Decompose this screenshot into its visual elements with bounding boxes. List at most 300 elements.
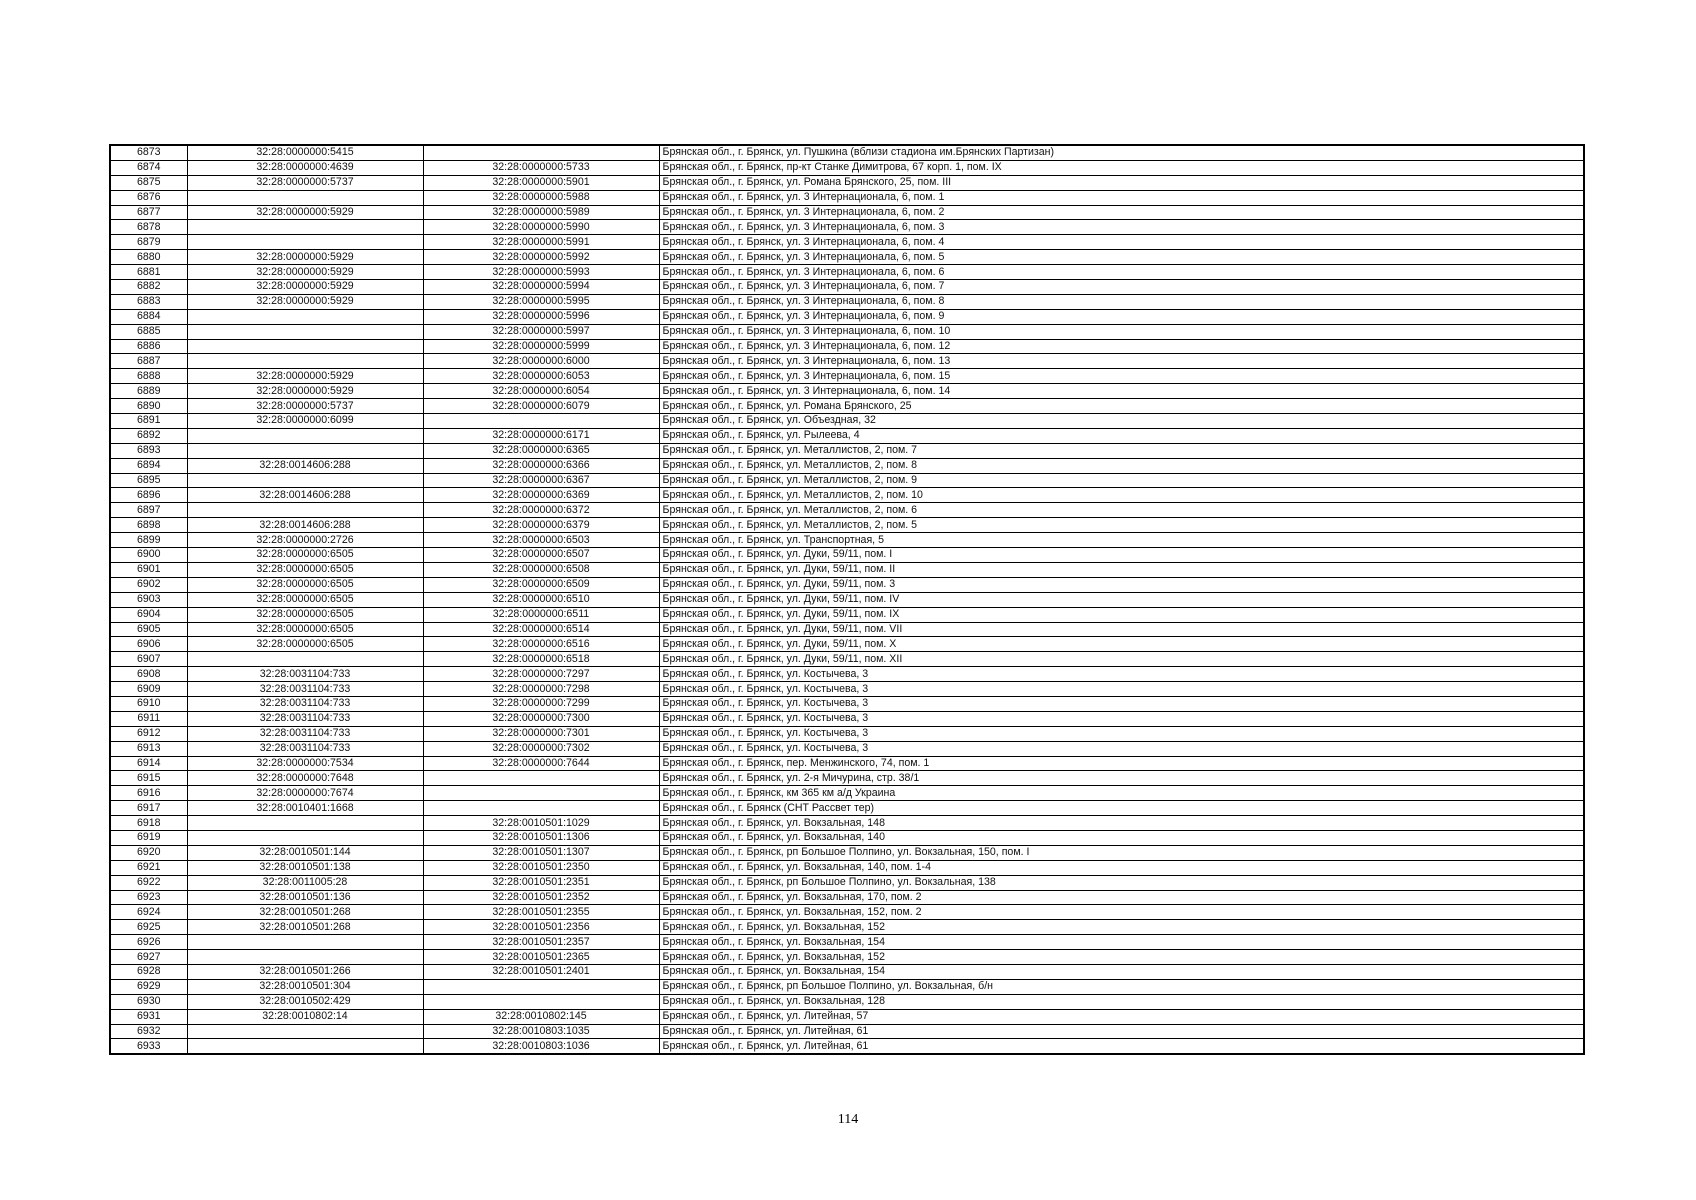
row-number-cell: 6921 — [110, 860, 187, 875]
cadastral-number-cell: 32:28:0000000:6505 — [187, 562, 423, 577]
address-cell: Брянская обл., г. Брянск, км 365 км а/д Украина — [659, 786, 1584, 801]
cadastral-number-cell: 32:28:0000000:6505 — [187, 622, 423, 637]
table-row — [110, 875, 1584, 890]
cadastral-number-cell: 32:28:0000000:6054 — [423, 384, 659, 399]
address-cell: Брянская обл., г. Брянск, ул. Рылеева, 4 — [659, 428, 1584, 443]
row-number-cell: 6919 — [110, 830, 187, 845]
cadastral-number-cell: 32:28:0000000:6516 — [423, 637, 659, 652]
row-number-cell: 6889 — [110, 384, 187, 399]
cadastral-number-cell: 32:28:0000000:7299 — [423, 696, 659, 711]
address-cell: Брянская обл., г. Брянск, ул. Дуки, 59/11, пом. II — [659, 562, 1584, 577]
row-number-cell: 6893 — [110, 443, 187, 458]
row-number-cell: 6924 — [110, 905, 187, 920]
cadastral-number-cell: 32:28:0031104:733 — [187, 711, 423, 726]
cadastral-number-cell: 32:28:0011005:28 — [187, 875, 423, 890]
address-cell: Брянская обл., г. Брянск, ул. Дуки, 59/11, пом. IX — [659, 607, 1584, 622]
cadastral-number-cell: 32:28:0000000:5929 — [187, 294, 423, 309]
cadastral-number-cell: 32:28:0010501:266 — [187, 964, 423, 979]
cadastral-number-cell: 32:28:0000000:4639 — [187, 160, 423, 175]
table-row — [110, 637, 1584, 652]
cadastral-number-cell — [187, 652, 423, 667]
cadastral-number-cell: 32:28:0000000:6509 — [423, 577, 659, 592]
cadastral-number-cell: 32:28:0010803:1036 — [423, 1039, 659, 1054]
cadastral-number-cell — [423, 414, 659, 429]
address-cell: Брянская обл., г. Брянск, ул. Вокзальная, 128 — [659, 994, 1584, 1009]
cadastral-number-cell: 32:28:0000000:5995 — [423, 294, 659, 309]
row-number-cell: 6901 — [110, 562, 187, 577]
cadastral-number-cell: 32:28:0010501:2365 — [423, 950, 659, 965]
address-cell: Брянская обл., г. Брянск, ул. Костычева, 3 — [659, 711, 1584, 726]
cadastral-number-cell — [187, 428, 423, 443]
table-row — [110, 801, 1584, 816]
cadastral-number-cell: 32:28:0000000:5929 — [187, 369, 423, 384]
table-row — [110, 548, 1584, 563]
row-number-cell: 6895 — [110, 473, 187, 488]
address-cell: Брянская обл., г. Брянск, ул. 3 Интернационала, 6, пом. 8 — [659, 294, 1584, 309]
cadastral-number-cell: 32:28:0010501:2350 — [423, 860, 659, 875]
table-row — [110, 890, 1584, 905]
table-row — [110, 756, 1584, 771]
table-row — [110, 771, 1584, 786]
table-row — [110, 235, 1584, 250]
cadastral-number-cell: 32:28:0010802:145 — [423, 1009, 659, 1024]
cadastral-number-cell: 32:28:0000000:5415 — [187, 145, 423, 160]
row-number-cell: 6891 — [110, 414, 187, 429]
row-number-cell: 6887 — [110, 354, 187, 369]
table-row — [110, 1039, 1584, 1054]
cadastral-number-cell: 32:28:0000000:5989 — [423, 205, 659, 220]
address-cell: Брянская обл., г. Брянск, ул. Костычева, 3 — [659, 696, 1584, 711]
table-row — [110, 950, 1584, 965]
table-row — [110, 1009, 1584, 1024]
table-row — [110, 622, 1584, 637]
address-cell: Брянская обл., г. Брянск, ул. Костычева, 3 — [659, 667, 1584, 682]
cadastral-number-cell: 32:28:0010501:268 — [187, 920, 423, 935]
cadastral-number-cell: 32:28:0000000:5929 — [187, 384, 423, 399]
row-number-cell: 6926 — [110, 935, 187, 950]
row-number-cell: 6904 — [110, 607, 187, 622]
cadastral-number-cell: 32:28:0010501:2355 — [423, 905, 659, 920]
address-cell: Брянская обл., г. Брянск, ул. Дуки, 59/11, пом. XII — [659, 652, 1584, 667]
address-cell: Брянская обл., г. Брянск, ул. Дуки, 59/11, пом. VII — [659, 622, 1584, 637]
table-row — [110, 294, 1584, 309]
cadastral-number-cell: 32:28:0031104:733 — [187, 696, 423, 711]
cadastral-number-cell — [187, 503, 423, 518]
cadastral-number-cell: 32:28:0000000:6505 — [187, 607, 423, 622]
cadastral-number-cell: 32:28:0010501:2351 — [423, 875, 659, 890]
table-row — [110, 533, 1584, 548]
table-row — [110, 175, 1584, 190]
cadastral-number-cell: 32:28:0010501:268 — [187, 905, 423, 920]
table-row — [110, 518, 1584, 533]
cadastral-number-cell: 32:28:0000000:5737 — [187, 175, 423, 190]
address-cell: Брянская обл., г. Брянск, ул. Объездная, 32 — [659, 414, 1584, 429]
address-cell: Брянская обл., г. Брянск, ул. 3 Интернационала, 6, пом. 5 — [659, 250, 1584, 265]
table-row — [110, 696, 1584, 711]
row-number-cell: 6927 — [110, 950, 187, 965]
table-row — [110, 786, 1584, 801]
cadastral-number-cell: 32:28:0010501:1306 — [423, 830, 659, 845]
cadastral-number-cell — [187, 309, 423, 324]
row-number-cell: 6909 — [110, 682, 187, 697]
address-cell: Брянская обл., г. Брянск, пер. Менжинского, 74, пом. 1 — [659, 756, 1584, 771]
row-number-cell: 6920 — [110, 845, 187, 860]
row-number-cell: 6890 — [110, 399, 187, 414]
cadastral-number-cell: 32:28:0000000:6369 — [423, 488, 659, 503]
row-number-cell: 6882 — [110, 280, 187, 295]
row-number-cell: 6876 — [110, 190, 187, 205]
address-cell: Брянская обл., г. Брянск, ул. Вокзальная, 170, пом. 2 — [659, 890, 1584, 905]
address-cell: Брянская обл., г. Брянск, ул. Дуки, 59/11, пом. I — [659, 548, 1584, 563]
address-cell: Брянская обл., г. Брянск, ул. Литейная, 61 — [659, 1039, 1584, 1054]
table-row — [110, 860, 1584, 875]
cadastral-number-cell — [187, 935, 423, 950]
cadastral-number-cell: 32:28:0000000:6514 — [423, 622, 659, 637]
row-number-cell: 6910 — [110, 696, 187, 711]
cadastral-number-cell — [423, 145, 659, 160]
table-row — [110, 220, 1584, 235]
cadastral-number-cell: 32:28:0000000:6505 — [187, 637, 423, 652]
cadastral-number-cell: 32:28:0000000:5994 — [423, 280, 659, 295]
cadastral-number-cell: 32:28:0000000:5737 — [187, 399, 423, 414]
row-number-cell: 6875 — [110, 175, 187, 190]
cadastral-number-cell: 32:28:0000000:6079 — [423, 399, 659, 414]
table-row — [110, 592, 1584, 607]
address-cell: Брянская обл., г. Брянск, ул. 3 Интернационала, 6, пом. 14 — [659, 384, 1584, 399]
address-cell: Брянская обл., г. Брянск, ул. Вокзальная, 140, пом. 1-4 — [659, 860, 1584, 875]
address-cell: Брянская обл., г. Брянск, пр-кт Станке Димитрова, 67 корп. 1, пом. IX — [659, 160, 1584, 175]
row-number-cell: 6912 — [110, 726, 187, 741]
cadastral-number-cell: 32:28:0000000:6099 — [187, 414, 423, 429]
row-number-cell: 6888 — [110, 369, 187, 384]
table-row — [110, 443, 1584, 458]
address-cell: Брянская обл., г. Брянск, ул. Литейная, 57 — [659, 1009, 1584, 1024]
row-number-cell: 6907 — [110, 652, 187, 667]
table-row — [110, 711, 1584, 726]
row-number-cell: 6885 — [110, 324, 187, 339]
address-cell: Брянская обл., г. Брянск, ул. Вокзальная, 140 — [659, 830, 1584, 845]
row-number-cell: 6906 — [110, 637, 187, 652]
cadastral-number-cell: 32:28:0010501:2357 — [423, 935, 659, 950]
row-number-cell: 6915 — [110, 771, 187, 786]
row-number-cell: 6925 — [110, 920, 187, 935]
row-number-cell: 6930 — [110, 994, 187, 1009]
cadastral-number-cell: 32:28:0000000:5993 — [423, 265, 659, 280]
cadastral-number-cell: 32:28:0000000:6518 — [423, 652, 659, 667]
cadastral-number-cell: 32:28:0000000:6505 — [187, 577, 423, 592]
address-cell: Брянская обл., г. Брянск, рп Большое Полпино, ул. Вокзальная, 138 — [659, 875, 1584, 890]
row-number-cell: 6923 — [110, 890, 187, 905]
address-cell: Брянская обл., г. Брянск, ул. Костычева, 3 — [659, 682, 1584, 697]
row-number-cell: 6877 — [110, 205, 187, 220]
address-cell: Брянская обл., г. Брянск, ул. Вокзальная, 154 — [659, 964, 1584, 979]
address-cell: Брянская обл., г. Брянск, ул. Вокзальная, 154 — [659, 935, 1584, 950]
table-row — [110, 339, 1584, 354]
cadastral-number-cell: 32:28:0000000:5929 — [187, 250, 423, 265]
cadastral-number-cell: 32:28:0000000:6171 — [423, 428, 659, 443]
table-row — [110, 830, 1584, 845]
cadastral-number-cell: 32:28:0010501:2401 — [423, 964, 659, 979]
cadastral-number-cell — [187, 473, 423, 488]
cadastral-number-cell: 32:28:0000000:5999 — [423, 339, 659, 354]
table-row — [110, 488, 1584, 503]
cadastral-number-cell: 32:28:0000000:7302 — [423, 741, 659, 756]
row-number-cell: 6914 — [110, 756, 187, 771]
cadastral-number-cell: 32:28:0010502:429 — [187, 994, 423, 1009]
table-row — [110, 652, 1584, 667]
address-cell: Брянская обл., г. Брянск, ул. Романа Брянского, 25, пом. III — [659, 175, 1584, 190]
cadastral-number-cell — [423, 979, 659, 994]
table-row — [110, 920, 1584, 935]
cadastral-number-cell: 32:28:0000000:5996 — [423, 309, 659, 324]
row-number-cell: 6931 — [110, 1009, 187, 1024]
row-number-cell: 6878 — [110, 220, 187, 235]
cadastral-number-cell: 32:28:0014606:288 — [187, 518, 423, 533]
cadastral-number-cell: 32:28:0000000:6000 — [423, 354, 659, 369]
cadastral-number-cell — [423, 786, 659, 801]
cadastral-number-cell — [423, 801, 659, 816]
cadastral-number-cell: 32:28:0000000:5992 — [423, 250, 659, 265]
address-cell: Брянская обл., г. Брянск, ул. 3 Интернационала, 6, пом. 7 — [659, 280, 1584, 295]
table-row — [110, 205, 1584, 220]
cadastral-number-cell — [187, 830, 423, 845]
table-row — [110, 1024, 1584, 1039]
row-number-cell: 6918 — [110, 816, 187, 831]
address-cell: Брянская обл., г. Брянск, ул. Литейная, 61 — [659, 1024, 1584, 1039]
cadastral-number-cell — [187, 324, 423, 339]
cadastral-number-cell: 32:28:0000000:7298 — [423, 682, 659, 697]
cadastral-number-cell: 32:28:0000000:6379 — [423, 518, 659, 533]
cadastral-number-cell — [187, 950, 423, 965]
cadastral-number-cell: 32:28:0010501:136 — [187, 890, 423, 905]
cadastral-number-cell: 32:28:0014606:288 — [187, 488, 423, 503]
table-body — [110, 145, 1584, 1054]
table-row — [110, 324, 1584, 339]
address-cell: Брянская обл., г. Брянск, ул. Вокзальная, 148 — [659, 816, 1584, 831]
table-row — [110, 384, 1584, 399]
table-row — [110, 667, 1584, 682]
cadastral-number-cell — [187, 354, 423, 369]
table-row — [110, 607, 1584, 622]
cadastral-number-cell: 32:28:0031104:733 — [187, 726, 423, 741]
row-number-cell: 6896 — [110, 488, 187, 503]
cadastral-number-cell: 32:28:0000000:5997 — [423, 324, 659, 339]
address-cell: Брянская обл., г. Брянск, ул. Вокзальная, 152 — [659, 920, 1584, 935]
address-cell: Брянская обл., г. Брянск, ул. Металлистов, 2, пом. 5 — [659, 518, 1584, 533]
table-row — [110, 145, 1584, 160]
address-cell: Брянская обл., г. Брянск, ул. 3 Интернационала, 6, пом. 4 — [659, 235, 1584, 250]
cadastral-number-cell: 32:28:0031104:733 — [187, 741, 423, 756]
address-cell: Брянская обл., г. Брянск, ул. Вокзальная, 152, пом. 2 — [659, 905, 1584, 920]
cadastral-number-cell: 32:28:0000000:6503 — [423, 533, 659, 548]
row-number-cell: 6873 — [110, 145, 187, 160]
cadastral-number-cell: 32:28:0010501:144 — [187, 845, 423, 860]
row-number-cell: 6886 — [110, 339, 187, 354]
table-row — [110, 726, 1584, 741]
address-cell: Брянская обл., г. Брянск, ул. Металлистов, 2, пом. 6 — [659, 503, 1584, 518]
row-number-cell: 6880 — [110, 250, 187, 265]
cadastral-number-cell: 32:28:0010501:2356 — [423, 920, 659, 935]
table-row — [110, 905, 1584, 920]
row-number-cell: 6932 — [110, 1024, 187, 1039]
table-row — [110, 265, 1584, 280]
cadastral-number-cell: 32:28:0000000:6505 — [187, 592, 423, 607]
page-number: 114 — [837, 1112, 859, 1127]
cadastral-number-cell: 32:28:0000000:5901 — [423, 175, 659, 190]
address-cell: Брянская обл., г. Брянск, ул. Костычева, 3 — [659, 741, 1584, 756]
row-number-cell: 6903 — [110, 592, 187, 607]
cadastral-number-cell: 32:28:0010401:1668 — [187, 801, 423, 816]
cadastral-number-cell: 32:28:0010501:2352 — [423, 890, 659, 905]
cadastral-number-cell: 32:28:0031104:733 — [187, 682, 423, 697]
row-number-cell: 6908 — [110, 667, 187, 682]
cadastral-number-cell: 32:28:0010501:1029 — [423, 816, 659, 831]
table-row — [110, 309, 1584, 324]
table-row — [110, 562, 1584, 577]
cadastral-number-cell — [423, 771, 659, 786]
row-number-cell: 6929 — [110, 979, 187, 994]
address-cell: Брянская обл., г. Брянск, ул. 3 Интернационала, 6, пом. 13 — [659, 354, 1584, 369]
table-row — [110, 369, 1584, 384]
address-cell: Брянская обл., г. Брянск, ул. 3 Интернационала, 6, пом. 2 — [659, 205, 1584, 220]
row-number-cell: 6879 — [110, 235, 187, 250]
table-row — [110, 190, 1584, 205]
cadastral-number-cell: 32:28:0000000:2726 — [187, 533, 423, 548]
table-row — [110, 458, 1584, 473]
cadastral-number-cell: 32:28:0000000:5929 — [187, 205, 423, 220]
cadastral-number-cell: 32:28:0010501:304 — [187, 979, 423, 994]
table-row — [110, 503, 1584, 518]
address-cell: Брянская обл., г. Брянск, ул. 3 Интернационала, 6, пом. 6 — [659, 265, 1584, 280]
cadastral-number-cell: 32:28:0000000:7300 — [423, 711, 659, 726]
address-cell: Брянская обл., г. Брянск, рп Большое Полпино, ул. Вокзальная, 150, пом. I — [659, 845, 1584, 860]
address-cell: Брянская обл., г. Брянск, ул. Металлистов, 2, пом. 7 — [659, 443, 1584, 458]
row-number-cell: 6900 — [110, 548, 187, 563]
row-number-cell: 6897 — [110, 503, 187, 518]
table-row — [110, 845, 1584, 860]
cadastral-number-cell — [187, 235, 423, 250]
address-cell: Брянская обл., г. Брянск, ул. Романа Брянского, 25 — [659, 399, 1584, 414]
row-number-cell: 6874 — [110, 160, 187, 175]
cadastral-number-cell: 32:28:0000000:7648 — [187, 771, 423, 786]
row-number-cell: 6913 — [110, 741, 187, 756]
table-row — [110, 682, 1584, 697]
address-cell: Брянская обл., г. Брянск, ул. Дуки, 59/11, пом. X — [659, 637, 1584, 652]
address-cell: Брянская обл., г. Брянск, ул. 3 Интернационала, 6, пом. 10 — [659, 324, 1584, 339]
row-number-cell: 6933 — [110, 1039, 187, 1054]
address-cell: Брянская обл., г. Брянск, рп Большое Полпино, ул. Вокзальная, б/н — [659, 979, 1584, 994]
row-number-cell: 6928 — [110, 964, 187, 979]
row-number-cell: 6922 — [110, 875, 187, 890]
row-number-cell: 6892 — [110, 428, 187, 443]
address-cell: Брянская обл., г. Брянск, ул. Вокзальная, 152 — [659, 950, 1584, 965]
cadastral-number-cell: 32:28:0000000:7644 — [423, 756, 659, 771]
address-cell: Брянская обл., г. Брянск, ул. 3 Интернационала, 6, пом. 12 — [659, 339, 1584, 354]
table-row — [110, 428, 1584, 443]
row-number-cell: 6902 — [110, 577, 187, 592]
cadastral-number-cell: 32:28:0000000:6508 — [423, 562, 659, 577]
cadastral-number-cell — [187, 443, 423, 458]
table-row — [110, 979, 1584, 994]
cadastral-number-cell: 32:28:0031104:733 — [187, 667, 423, 682]
cadastral-number-cell: 32:28:0000000:7301 — [423, 726, 659, 741]
cadastral-number-cell: 32:28:0000000:5929 — [187, 280, 423, 295]
address-cell: Брянская обл., г. Брянск, ул. Металлистов, 2, пом. 8 — [659, 458, 1584, 473]
cadastral-number-cell: 32:28:0000000:6365 — [423, 443, 659, 458]
address-cell: Брянская обл., г. Брянск, ул. Металлистов, 2, пом. 10 — [659, 488, 1584, 503]
address-cell: Брянская обл., г. Брянск, ул. Дуки, 59/11, пом. IV — [659, 592, 1584, 607]
cadastral-number-cell: 32:28:0000000:5988 — [423, 190, 659, 205]
table-row — [110, 399, 1584, 414]
cadastral-number-cell — [187, 1024, 423, 1039]
row-number-cell: 6911 — [110, 711, 187, 726]
cadastral-number-cell — [187, 816, 423, 831]
row-number-cell: 6883 — [110, 294, 187, 309]
cadastral-number-cell — [423, 994, 659, 1009]
cadastral-number-cell — [187, 220, 423, 235]
cadastral-number-cell: 32:28:0000000:6510 — [423, 592, 659, 607]
address-cell: Брянская обл., г. Брянск, ул. 3 Интернационала, 6, пом. 1 — [659, 190, 1584, 205]
cadastral-number-cell: 32:28:0000000:5990 — [423, 220, 659, 235]
address-cell: Брянская обл., г. Брянск, ул. Металлистов, 2, пом. 9 — [659, 473, 1584, 488]
address-cell: Брянская обл., г. Брянск, ул. 2-я Мичурина, стр. 38/1 — [659, 771, 1584, 786]
row-number-cell: 6894 — [110, 458, 187, 473]
address-cell: Брянская обл., г. Брянск, ул. Костычева, 3 — [659, 726, 1584, 741]
cadastral-number-cell: 32:28:0010802:14 — [187, 1009, 423, 1024]
table-row — [110, 964, 1584, 979]
table-row — [110, 280, 1584, 295]
address-cell: Брянская обл., г. Брянск, ул. Транспортная, 5 — [659, 533, 1584, 548]
cadastral-number-cell — [187, 1039, 423, 1054]
cadastral-number-cell: 32:28:0000000:6511 — [423, 607, 659, 622]
table-row — [110, 473, 1584, 488]
table-row — [110, 250, 1584, 265]
row-number-cell: 6898 — [110, 518, 187, 533]
row-number-cell: 6899 — [110, 533, 187, 548]
address-cell: Брянская обл., г. Брянск (СНТ Рассвет тер) — [659, 801, 1584, 816]
table-row — [110, 741, 1584, 756]
cadastral-number-cell — [187, 190, 423, 205]
cadastral-table — [109, 144, 1585, 1055]
address-cell: Брянская обл., г. Брянск, ул. 3 Интернационала, 6, пом. 3 — [659, 220, 1584, 235]
address-cell: Брянская обл., г. Брянск, ул. 3 Интернационала, 6, пом. 9 — [659, 309, 1584, 324]
cadastral-number-cell: 32:28:0000000:6367 — [423, 473, 659, 488]
row-number-cell: 6905 — [110, 622, 187, 637]
table-row — [110, 994, 1584, 1009]
table-row — [110, 577, 1584, 592]
address-cell: Брянская обл., г. Брянск, ул. Пушкина (вблизи стадиона им.Брянских Партизан) — [659, 145, 1584, 160]
cadastral-number-cell: 32:28:0000000:6053 — [423, 369, 659, 384]
cadastral-number-cell: 32:28:0010501:1307 — [423, 845, 659, 860]
cadastral-number-cell: 32:28:0000000:7534 — [187, 756, 423, 771]
row-number-cell: 6917 — [110, 801, 187, 816]
cadastral-number-cell: 32:28:0000000:7674 — [187, 786, 423, 801]
address-cell: Брянская обл., г. Брянск, ул. Дуки, 59/11, пом. 3 — [659, 577, 1584, 592]
row-number-cell: 6884 — [110, 309, 187, 324]
table-row — [110, 935, 1584, 950]
cadastral-number-cell: 32:28:0010803:1035 — [423, 1024, 659, 1039]
cadastral-number-cell: 32:28:0000000:5733 — [423, 160, 659, 175]
table-row — [110, 414, 1584, 429]
cadastral-number-cell: 32:28:0000000:6366 — [423, 458, 659, 473]
table-row — [110, 354, 1584, 369]
cadastral-number-cell: 32:28:0000000:7297 — [423, 667, 659, 682]
cadastral-number-cell: 32:28:0000000:5929 — [187, 265, 423, 280]
cadastral-number-cell: 32:28:0000000:6505 — [187, 548, 423, 563]
table-row — [110, 816, 1584, 831]
cadastral-number-cell: 32:28:0000000:6507 — [423, 548, 659, 563]
row-number-cell: 6881 — [110, 265, 187, 280]
